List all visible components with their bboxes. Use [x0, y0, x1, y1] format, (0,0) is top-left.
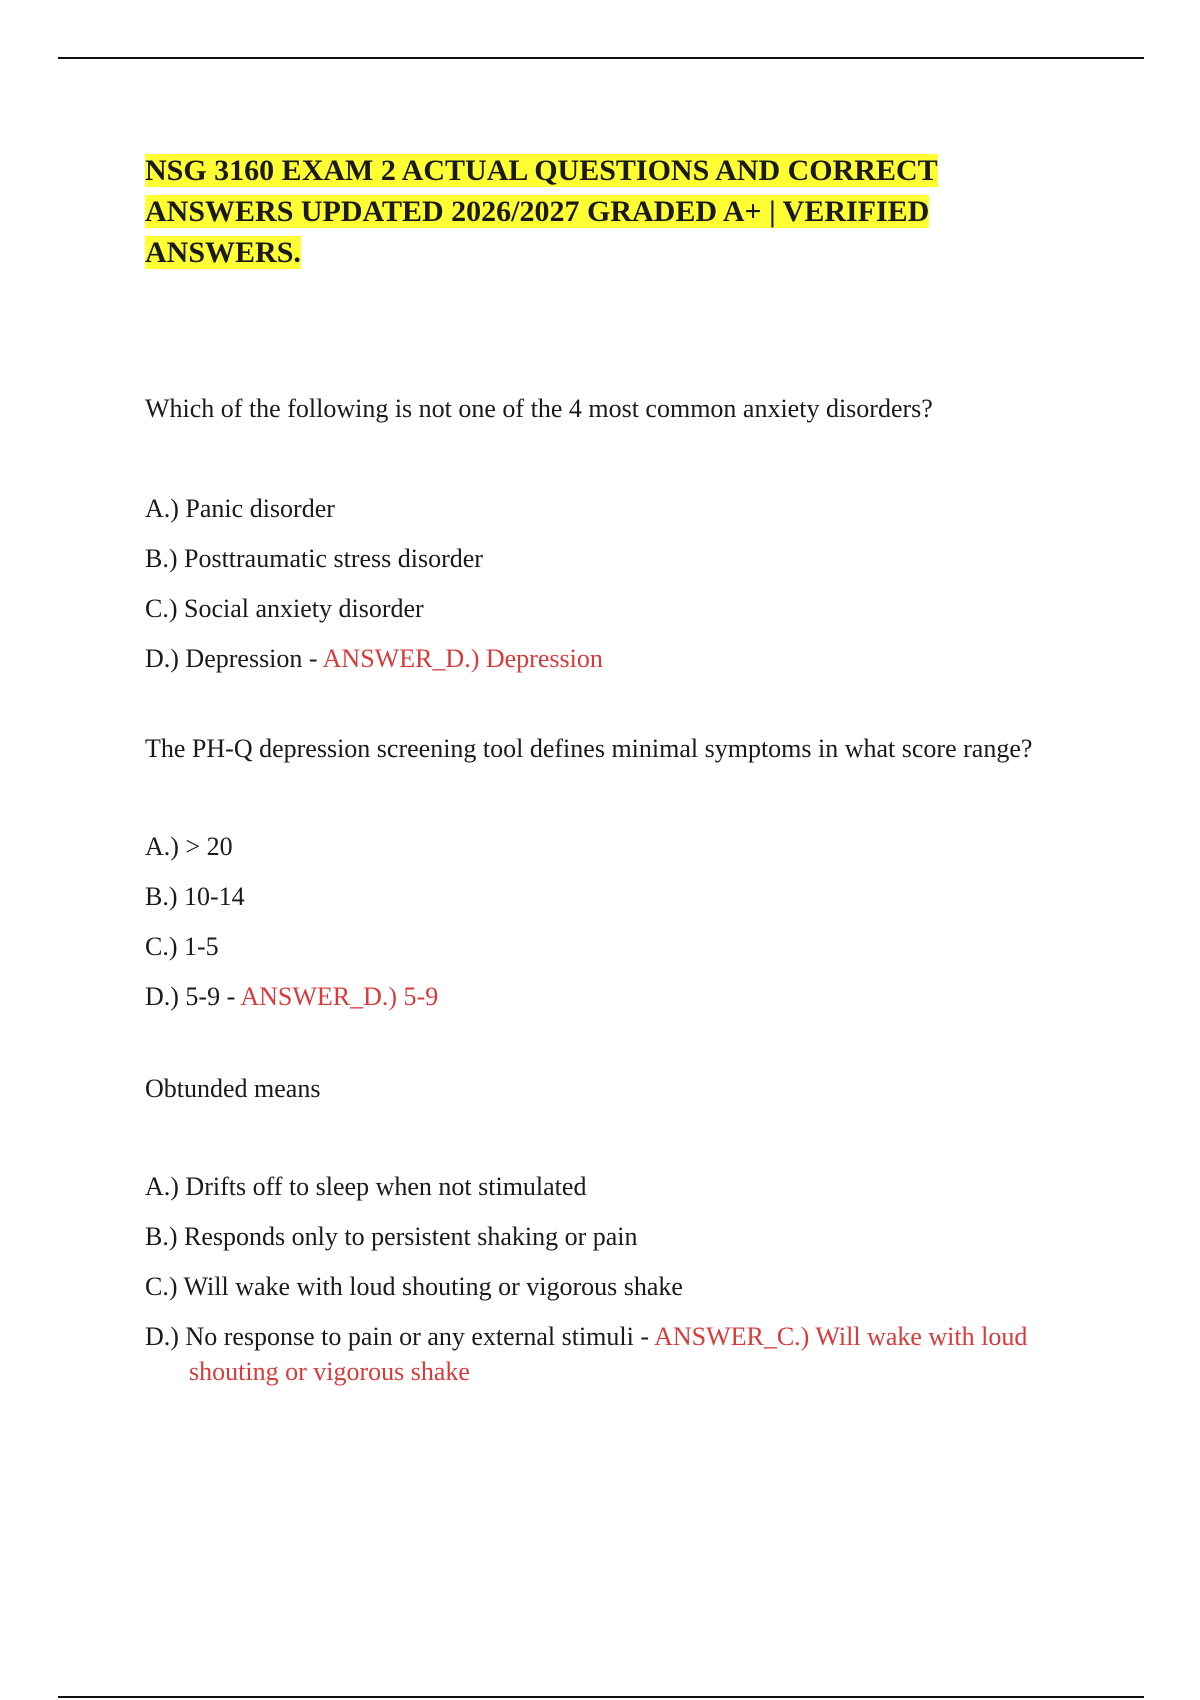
question-1-options: [145, 491, 1065, 676]
document-title: [145, 150, 1065, 273]
option: B.) Responds only to persistent shaking or pain: [145, 1222, 638, 1251]
answer-text: ANSWER_D.) Depression: [322, 644, 603, 673]
document-title-text: NSG 3160 EXAM 2 ACTUAL QUESTIONS AND CORRECT ANSWERS UPDATED 2026/2027 GRADED A+ | VERIFIED ANSWERS.: [145, 154, 938, 269]
option-text: D.) 5-9 -: [145, 982, 241, 1011]
question-2-options: [145, 829, 1065, 1014]
option: A.) Panic disorder: [145, 494, 335, 523]
header-rule: [58, 57, 1144, 59]
answer-text: ANSWER_C.) Will wake with loud shouting or vigorous shake: [189, 1322, 1028, 1386]
option: C.) Will wake with loud shouting or vigorous shake: [145, 1272, 683, 1301]
option-with-answer: [145, 979, 1065, 1014]
question-3: Obtunded means: [145, 1074, 321, 1103]
question-3-options: [145, 1169, 1065, 1389]
option: C.) Social anxiety disorder: [145, 594, 424, 623]
question-1: Which of the following is not one of the 4 most common anxiety disorders?: [145, 394, 933, 423]
option-text: D.) Depression -: [145, 644, 323, 673]
option-with-answer: [145, 1319, 1065, 1389]
answer-text: ANSWER_D.) 5-9: [240, 982, 439, 1011]
option: B.) 10-14: [145, 882, 245, 911]
option-with-answer: [145, 641, 1065, 676]
option: B.) Posttraumatic stress disorder: [145, 544, 483, 573]
option: A.) Drifts off to sleep when not stimulated: [145, 1172, 587, 1201]
document-body: [145, 150, 1065, 1404]
question-2: The PH-Q depression screening tool defines minimal symptoms in what score range?: [145, 734, 1033, 763]
option: C.) 1-5: [145, 932, 219, 961]
footer-rule: [58, 1696, 1144, 1698]
option-text: D.) No response to pain or any external stimuli -: [145, 1322, 655, 1351]
option: A.) > 20: [145, 832, 233, 861]
